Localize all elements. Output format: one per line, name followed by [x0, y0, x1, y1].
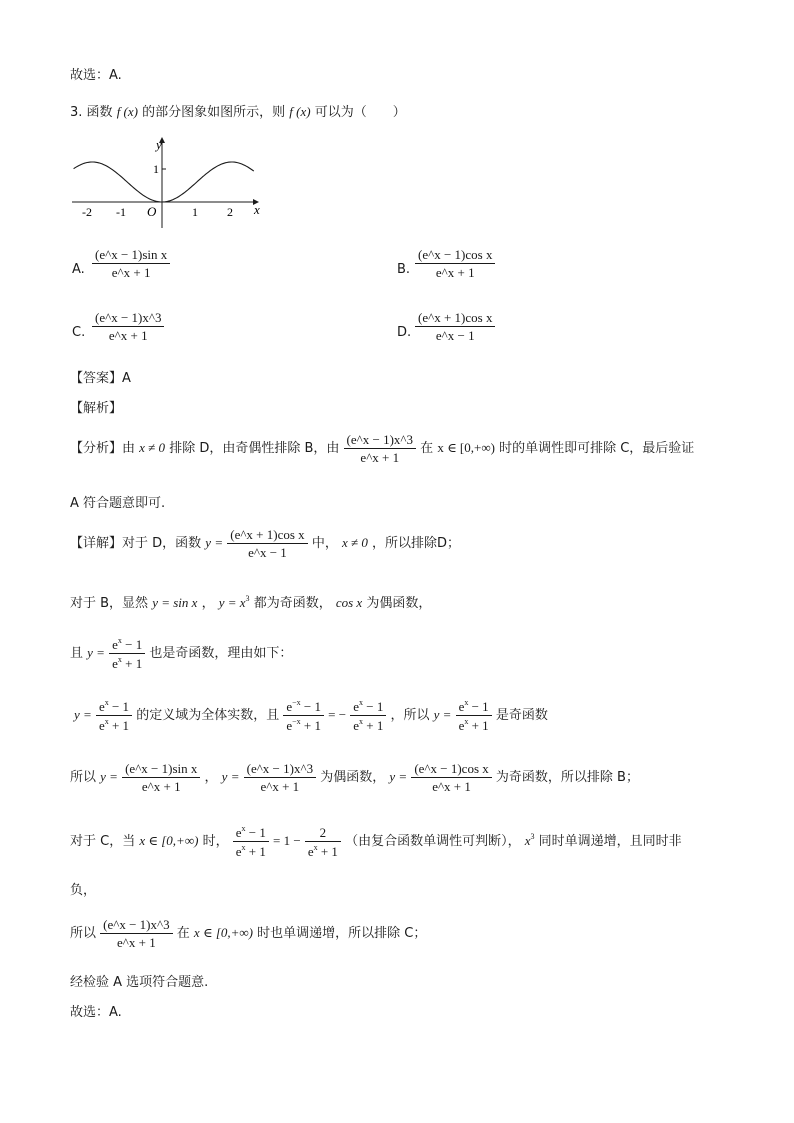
text: （由复合函数单调性可判断），	[345, 834, 521, 849]
prev-answer: 故选：A.	[70, 68, 122, 83]
x-tick-label: -2	[82, 205, 92, 219]
line-b	[70, 595, 431, 610]
detail-line: 【详解】对于 D，函数 y = $\frac{\text{(e\textasciicircum{}x + 1)cos x}}{e\^{}x - 1}$ 中， x ≠ 0 ，所以排除D；	[70, 527, 461, 560]
option-d-formula	[415, 311, 495, 342]
numerator: (e^x − 1)sin x	[125, 761, 198, 776]
analysis-line-2: A 符合题意即可.	[70, 496, 166, 511]
math: y = x	[218, 595, 246, 610]
text: 为偶函数，	[366, 596, 432, 611]
function-graph	[68, 132, 268, 232]
option-b-label: B.	[397, 262, 411, 277]
x-tick-label: 2	[227, 205, 233, 219]
line-suoyi: 所以 y = $\frac{\text{(e\textasciicircum{}x − 1)sin x}}{e\^{}x + 1}$ ， y = $\frac{(e\^{}x - 1)x\^{}3}{e\^{}x + 1}$ 为偶函数， y = $\frac{\text{(e\textasciicircum{}x − 1)cos x}}{e\^{}x + 1}$ 为奇函数，所以排除 B；	[70, 761, 639, 794]
line-qie: 且 y = $\frac{e^x - 1}{e^x + 1}$ 也是奇函数，理由如下：	[70, 636, 293, 671]
numerator: (e^x − 1)x^3	[95, 310, 162, 325]
math: y = sin x	[152, 595, 198, 610]
text: 对于 B，显然	[70, 596, 149, 611]
y-axis-label: y	[156, 137, 162, 152]
fx-expression: f (x)	[289, 104, 311, 119]
text: 也是奇函数，理由如下：	[149, 646, 293, 661]
superscript: 3	[245, 594, 250, 603]
denominator: e^x + 1	[415, 263, 495, 279]
text: ，	[204, 770, 218, 785]
text: 【详解】对于 D，函数	[70, 536, 202, 551]
y-tick-label: 1	[153, 162, 159, 176]
text: 同时单调递增，且同时非	[538, 834, 682, 849]
denominator: e^x − 1	[227, 543, 307, 559]
text: 时也单调递增，所以排除 C；	[257, 926, 427, 941]
denominator: e^x + 1	[244, 777, 316, 793]
text: 都为奇函数，	[253, 596, 332, 611]
stem-text: 3. 函数	[70, 105, 113, 120]
math: x ≠ 0	[139, 440, 166, 455]
denominator: e^x + 1	[92, 263, 170, 279]
text: 为偶函数，	[320, 770, 386, 785]
origin-label: O	[147, 204, 157, 219]
final-answer: 故选：A.	[70, 1005, 122, 1020]
analysis-title: 【解析】	[70, 401, 123, 416]
denominator: e^x + 1	[411, 777, 491, 793]
math: cos x	[335, 595, 363, 610]
question-3-stem	[70, 105, 406, 119]
x-tick-label: 1	[192, 205, 198, 219]
line-c: 对于 C，当 x ∈ [0,+∞) 时， $\frac{e^x - 1}{e^x + 1}$ = 1 − $\frac{2}{e^x + 1}$ （由复合函数单调性可判断）， $x^3$ 同时单调递增，且同时非	[70, 824, 682, 859]
numerator: (e^x − 1)sin x	[95, 247, 168, 262]
stem-text: 可以为（ ）	[314, 105, 406, 120]
numerator: (e^x − 1)x^3	[346, 432, 414, 447]
option-a-label: A.	[72, 262, 85, 277]
text: 且	[70, 646, 84, 661]
numerator: (e^x − 1)cos x	[414, 761, 489, 776]
text: 时，	[202, 834, 229, 849]
numerator: (e^x − 1)x^3	[246, 761, 314, 776]
option-b-formula	[415, 248, 495, 279]
numerator: (e^x + 1)cos x	[418, 310, 493, 325]
superscript: 3	[530, 832, 535, 841]
line-c2	[70, 918, 426, 949]
text: 在	[420, 441, 434, 456]
math: x ∈ [0,+∞)	[193, 925, 253, 940]
text: 为奇函数，所以排除 B；	[495, 770, 639, 785]
denominator: e^x + 1	[100, 933, 172, 949]
denominator: e^x + 1	[344, 448, 416, 464]
text: 在	[176, 926, 190, 941]
line-domain: y = $\frac{e^x - 1}{e^x + 1}$ 的定义域为全体实数，且 $\frac{e^{-x} - 1}{e^{-x} + 1}$ = − $\frac{e^x - 1}{e^x + 1}$ ，所以 y = $\frac{e^x - 1}{e^x + 1}$ 是奇函数	[74, 698, 548, 733]
denominator: e^x − 1	[415, 326, 495, 342]
text: 所以	[70, 770, 97, 785]
math: x ≠ 0	[341, 535, 368, 550]
stem-text: 的部分图象如图所示，则	[142, 105, 286, 120]
text: 是奇函数	[495, 708, 548, 723]
text: 中，	[311, 536, 338, 551]
x-axis-label: x	[254, 202, 260, 217]
denominator: e^x + 1	[122, 777, 200, 793]
text: 【分析】由	[70, 441, 136, 456]
option-d-label: D.	[397, 325, 412, 340]
numerator: (e^x + 1)cos x	[230, 527, 305, 542]
function-curve	[74, 162, 254, 202]
fx-expression: f (x)	[116, 104, 138, 119]
text: 时的单调性即可排除 C，最后验证	[499, 441, 695, 456]
math: x	[524, 833, 531, 848]
option-a-formula	[92, 248, 170, 279]
text: ，所以	[390, 708, 430, 723]
option-c-label: C.	[72, 325, 86, 340]
text: 排除 D，由奇偶性排除 B，由	[169, 441, 340, 456]
option-c-formula	[92, 311, 164, 342]
line-c-cont: 负，	[70, 883, 97, 898]
text: ，所以排除D；	[372, 536, 461, 551]
text: ，	[201, 596, 215, 611]
math: x ∈ [0,+∞)	[139, 833, 199, 848]
math: x ∈ [0,+∞)	[437, 440, 495, 455]
analysis-line	[70, 433, 694, 464]
text: 对于 C，当	[70, 834, 136, 849]
x-tick-label: -1	[116, 205, 126, 219]
denominator: e^x + 1	[92, 326, 164, 342]
text: 所以	[70, 926, 97, 941]
text: 的定义域为全体实数，且	[136, 708, 280, 723]
answer: 【答案】A	[70, 371, 131, 386]
numerator: (e^x − 1)cos x	[418, 247, 493, 262]
verify-line: 经检验 A 选项符合题意.	[70, 975, 209, 990]
numerator: (e^x − 1)x^3	[103, 917, 170, 932]
